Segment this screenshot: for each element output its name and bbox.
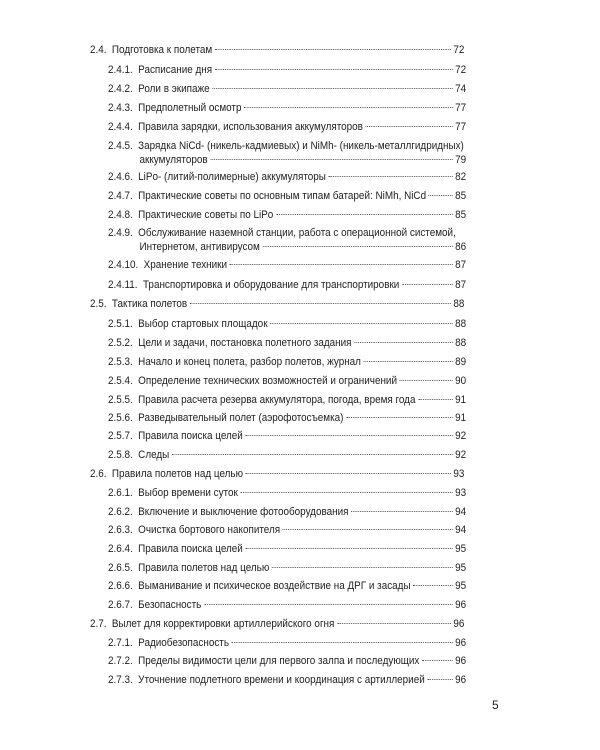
toc-entry-leader [241, 492, 453, 493]
toc-entry-number: 2.7. [90, 618, 107, 630]
toc-entry [108, 561, 466, 575]
toc-entry-title: Практические советы по LiPo [138, 209, 274, 221]
toc-entry-leader [422, 660, 452, 661]
toc-entry-page: 92 [455, 449, 467, 461]
toc-entry-page: 95 [455, 580, 467, 592]
toc-entry-title: Определение технических возможностей и ограничений [138, 375, 397, 387]
toc-entry-leader [230, 264, 453, 265]
toc-entry [108, 208, 466, 222]
toc-entry-title: LiPo- (литий-полимерные) аккумуляторы [138, 171, 326, 183]
toc-entry-title: Выманивание и психическое воздействие на ДРГ и засады [138, 580, 411, 592]
toc-entry [108, 63, 466, 77]
toc-entry [108, 101, 466, 115]
toc-entry-page: 94 [455, 506, 467, 518]
toc-entry-number: 2.6.1. [108, 487, 133, 499]
toc-entry [90, 467, 464, 481]
toc-entry-leader [246, 548, 453, 549]
toc-entry-number: 2.4.1. [108, 64, 133, 76]
toc-entry-leader [210, 159, 452, 160]
toc-entry-leader [246, 473, 451, 474]
toc-entry-title: Начало и конец полета, разбор полетов, журнал [138, 356, 361, 368]
toc-entry-page: 79 [455, 154, 467, 166]
toc-entry-title: Выбор времени суток [138, 487, 238, 499]
toc-entry [108, 226, 466, 254]
toc-entry-title: Цели и задачи, постановка полетного задания [138, 337, 352, 349]
toc-entry-leader [215, 69, 453, 70]
toc-entry-leader [272, 567, 453, 568]
toc-entry-page: 87 [455, 259, 467, 271]
toc-entry-title: Правила поиска целей [138, 543, 243, 555]
toc-entry [108, 317, 466, 331]
toc-entry-page: 82 [455, 171, 467, 183]
toc-entry-title: Следы [138, 449, 170, 461]
toc-entry-leader [276, 214, 452, 215]
toc-entry-leader [351, 511, 452, 512]
toc-entry-number: 2.4.9. [108, 227, 133, 239]
toc-entry-page: 88 [455, 318, 467, 330]
toc-entry-title: Правила полетов над целью [138, 562, 270, 574]
toc-entry [108, 523, 466, 537]
toc-entry-leader [413, 585, 452, 586]
toc-entry-page: 93 [453, 468, 465, 480]
toc-entry-number: 2.4.3. [108, 102, 133, 114]
toc-entry-page: 95 [455, 543, 467, 555]
toc-entry-title: Правила полетов над целью [111, 468, 244, 480]
toc-entry-leader [366, 126, 453, 127]
toc-entry-page: 96 [455, 655, 467, 667]
toc-entry [108, 189, 466, 203]
toc-entry-page: 96 [455, 599, 467, 611]
toc-entry-leader [364, 361, 453, 362]
toc-entry-number: 2.7.2. [108, 655, 133, 667]
toc-entry-page: 72 [455, 64, 467, 76]
toc-entry-title: Правила поиска целей [138, 430, 243, 442]
toc-entry-leader [190, 303, 451, 304]
toc-entry-page: 91 [455, 394, 467, 406]
toc-entry-title: Хранение техники [143, 259, 228, 271]
toc-entry-leader [283, 529, 453, 530]
toc-entry-leader [204, 604, 452, 605]
toc-entry-number: 2.6. [90, 468, 107, 480]
toc-entry [108, 411, 466, 425]
toc-entry [108, 673, 466, 687]
toc-entry-page: 86 [455, 241, 467, 253]
toc-entry [108, 429, 466, 443]
toc-entry-leader [429, 195, 453, 196]
toc-entry [108, 355, 466, 369]
toc-entry-title: Включение и выключение фотооборудования [138, 506, 349, 518]
toc-entry-number: 2.4.2. [108, 83, 133, 95]
toc-entry-leader [212, 88, 452, 89]
toc-entry-number: 2.5.1. [108, 318, 133, 330]
toc-entry [108, 374, 466, 388]
toc-entry-leader [427, 679, 452, 680]
toc-entry [108, 542, 466, 556]
toc-entry-leader [246, 435, 453, 436]
toc-entry-title: Радиобезопасность [138, 637, 229, 649]
toc-entry-leader [402, 284, 452, 285]
toc-entry [108, 654, 466, 668]
toc-entry-number: 2.6.2. [108, 506, 133, 518]
toc-entry-number: 2.5.4. [108, 375, 133, 387]
toc-entry [108, 336, 466, 350]
toc-entry [108, 636, 466, 650]
toc-entry [108, 486, 466, 500]
toc-entry-number: 2.5.2. [108, 337, 133, 349]
toc-entry [108, 82, 466, 96]
toc-entry-page: 74 [455, 83, 467, 95]
toc-entry-title: Очистка бортового накопителя [138, 524, 281, 536]
toc-entry-leader [232, 642, 453, 643]
toc-entry-leader [418, 399, 452, 400]
toc-entry-number: 2.4.6. [108, 171, 133, 183]
toc-entry [108, 258, 466, 272]
toc-entry-number: 2.6.7. [108, 599, 133, 611]
toc-entry-number: 2.5.8. [108, 449, 133, 461]
toc-entry-page: 95 [455, 562, 467, 574]
toc-entry-title: Обслуживание наземной станции, работа с операционной системой, [138, 227, 456, 239]
toc-entry-title: Вылет для корректировки артиллерийского огня [111, 618, 335, 630]
toc-entry [108, 139, 466, 167]
toc-entry-page: 88 [455, 337, 467, 349]
toc-entry-title: Правила расчета резерва аккумулятора, погода, время года [138, 394, 416, 406]
page-number: 5 [492, 698, 499, 712]
toc-entry-leader [172, 454, 452, 455]
toc-entry-title: Пределы видимости цели для первого залпа и последующих [138, 655, 420, 667]
toc-entry-title: Расписание дня [138, 64, 213, 76]
toc-entry-number: 2.6.5. [108, 562, 133, 574]
toc-entry-number: 2.5.5. [108, 394, 133, 406]
toc-entry-title: Тактика полетов [111, 298, 188, 310]
toc-entry-number: 2.6.3. [108, 524, 133, 536]
toc-entry-page: 91 [455, 412, 467, 424]
toc-entry-leader [337, 623, 451, 624]
toc-entry-number: 2.4.4. [108, 121, 133, 133]
toc-entry-number: 2.4.10. [108, 259, 139, 271]
toc-entry-page: 85 [455, 209, 467, 221]
toc-entry-number: 2.5. [90, 298, 107, 310]
toc-entry-title: Безопасность [138, 599, 202, 611]
toc-entry-page: 92 [455, 430, 467, 442]
toc-entry [90, 617, 464, 631]
toc-entry-title: Разведывательный полет (аэрофотосъемка) [138, 412, 344, 424]
toc-entry-leader [346, 417, 452, 418]
toc-entry-title: Уточнение подлетного времени и координация с артиллерией [138, 674, 425, 686]
toc-entry-leader [215, 49, 451, 50]
toc-entry-title-continuation: аккумуляторов [139, 154, 208, 166]
toc-entry-number: 2.6.6. [108, 580, 133, 592]
toc-entry-number: 2.4.11. [108, 279, 138, 291]
toc-entry-number: 2.4.5. [108, 140, 133, 152]
toc-entry-number: 2.5.6. [108, 412, 133, 424]
toc-entry-page: 94 [455, 524, 467, 536]
toc-entry-page: 89 [455, 356, 467, 368]
toc-entry-page: 72 [453, 44, 465, 56]
toc-entry [108, 598, 466, 612]
toc-entry [108, 120, 466, 134]
toc-entry-number: 2.4.8. [108, 209, 133, 221]
toc-entry-title: Предполетный осмотр [138, 102, 242, 114]
toc-entry-title: Правила зарядки, использования аккумуляторов [138, 121, 363, 133]
toc-entry-title: Роли в экипаже [138, 83, 210, 95]
toc-entry-page: 90 [455, 375, 467, 387]
toc-entry-number: 2.5.3. [108, 356, 133, 368]
toc-entry [108, 278, 466, 292]
toc-entry-leader [244, 107, 452, 108]
toc-entry [90, 297, 464, 311]
toc-entry-page: 96 [455, 674, 467, 686]
toc-entry-leader [354, 342, 452, 343]
toc-entry-number: 2.7.3. [108, 674, 133, 686]
toc-entry-page: 77 [455, 102, 467, 114]
toc-entry [90, 43, 464, 57]
toc-entry-number: 2.7.1. [108, 637, 133, 649]
toc-entry-number: 2.4.7. [108, 190, 133, 202]
toc-entry-leader [270, 323, 452, 324]
toc-entry-title: Подготовка к полетам [111, 44, 213, 56]
toc-entry-title: Зарядка NiCd- (никель-кадмиевых) и NiMh- (никель-металлгидридных) [138, 140, 464, 152]
toc-entry-number: 2.6.4. [108, 543, 133, 555]
toc-entry-page: 85 [455, 190, 467, 202]
toc-entry [108, 170, 466, 184]
toc-entry [108, 448, 466, 462]
toc-entry-page: 93 [455, 487, 467, 499]
toc-entry-page: 88 [453, 298, 465, 310]
toc-entry-page: 87 [455, 279, 467, 291]
toc-entry-number: 2.4. [90, 44, 107, 56]
toc-entry-leader [329, 176, 453, 177]
toc-entry-page: 96 [455, 637, 467, 649]
toc-entry-title-continuation: Интернетом, антивирусом [139, 241, 260, 253]
toc-entry-leader [263, 246, 453, 247]
toc-entry-title: Транспортировка и оборудование для транспортировки [142, 279, 400, 291]
toc-entry [108, 579, 466, 593]
toc-entry-leader [400, 380, 453, 381]
toc-entry [108, 393, 466, 407]
toc-entry-page: 96 [453, 618, 465, 630]
toc-entry-title: Выбор стартовых площадок [138, 318, 268, 330]
toc-entry-page: 77 [455, 121, 467, 133]
toc-entry [108, 505, 466, 519]
toc-entry-number: 2.5.7. [108, 430, 133, 442]
toc-entry-title: Практические советы по основным типам батарей: NiMh, NiCd [138, 190, 427, 202]
